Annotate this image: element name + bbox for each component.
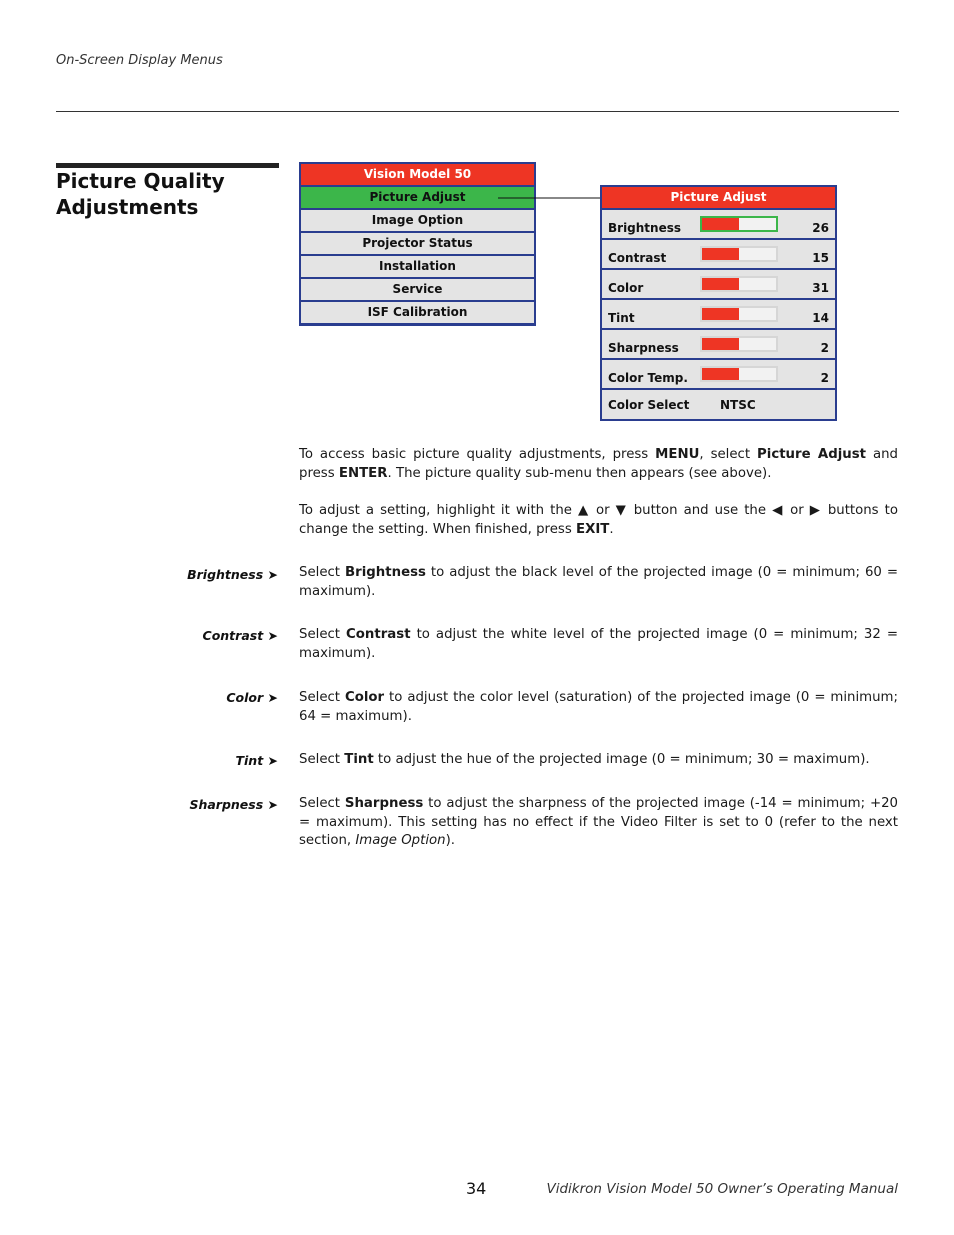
submenu-row-value: NTSC — [720, 398, 756, 412]
text-run: Select — [299, 627, 347, 642]
term: Color — [344, 690, 385, 705]
text-run: Select — [299, 565, 346, 580]
running-header: On-Screen Display Menus — [56, 53, 223, 68]
margin-label-sharpness: Sharpness ➤ — [189, 797, 278, 812]
submenu-row-value: 15 — [812, 251, 829, 265]
main-menu-title: Vision Model 50 — [301, 164, 534, 185]
key-exit: EXIT — [575, 521, 610, 537]
submenu-row-color-temp — [602, 360, 835, 388]
text-run: and press — [299, 447, 898, 481]
term: Contrast — [346, 627, 411, 642]
submenu-row-value: 14 — [812, 311, 829, 325]
level-fill — [702, 308, 739, 320]
text-run: . — [609, 521, 614, 537]
submenu-row-brightness — [602, 210, 835, 238]
submenu-row-label: Color — [608, 281, 644, 295]
level-fill — [702, 248, 739, 260]
text-run: To adjust a setting, highlight it with the ▲ or ▼ button and use the ◀ or ▶ buttons to change the setting. When finished, press — [299, 503, 898, 537]
howto-paragraph — [299, 502, 898, 539]
term: Brightness — [345, 565, 426, 580]
main-menu-item-projector-status: Projector Status — [301, 233, 534, 254]
main-menu-item-picture-adjust: Picture Adjust — [301, 187, 534, 208]
header-rule — [56, 111, 899, 112]
item-paragraph-contrast — [299, 626, 898, 663]
text-run: to adjust the black level of the projected image (0 = minimum; 60 = maximum). — [299, 565, 898, 599]
submenu-row-label: Sharpness — [608, 341, 679, 355]
section-ref-image-option: Image Option — [355, 833, 446, 848]
key-enter: ENTER — [338, 465, 388, 481]
text-run: Select — [299, 690, 345, 705]
text-run: to adjust the sharpness of the projected image (-14 = minimum; +20 = maximum). This setting has no effect if the Video Filter is set to 0 (refer to the next section, — [299, 796, 898, 848]
submenu-row-label: Tint — [608, 311, 635, 325]
level-fill — [702, 338, 739, 350]
manual-title: Vidikron Vision Model 50 Owner’s Operating Manual — [546, 1181, 898, 1197]
main-menu-item-isf-calibration: ISF Calibration — [301, 302, 534, 323]
level-bar — [700, 306, 778, 322]
menu-ref-picture-adjust: Picture Adjust — [757, 447, 867, 462]
level-bar — [700, 246, 778, 262]
page-number: 34 — [466, 1179, 487, 1198]
level-bar — [700, 336, 778, 352]
key-menu: MENU — [655, 447, 700, 462]
intro-paragraph — [299, 446, 898, 483]
submenu-row-value: 2 — [820, 341, 829, 355]
main-menu-figure — [299, 162, 536, 326]
margin-label-color: Color ➤ — [226, 690, 278, 705]
text-run: ). — [445, 833, 456, 848]
text-run: to adjust the color level (saturation) of the projected image (0 = minimum; 64 = maximum). — [299, 690, 898, 724]
item-paragraph-color — [299, 689, 898, 726]
level-bar — [700, 366, 778, 382]
item-paragraph-tint — [299, 751, 898, 770]
submenu-row-value: 31 — [812, 281, 829, 295]
term: Tint — [344, 752, 374, 767]
main-menu-item-image-option: Image Option — [301, 210, 534, 231]
main-menu-item-service: Service — [301, 279, 534, 300]
submenu-row-contrast — [602, 240, 835, 268]
margin-label-brightness: Brightness ➤ — [187, 567, 278, 582]
section-title: Picture Quality Adjustments — [56, 169, 225, 219]
level-bar — [700, 276, 778, 292]
submenu-row-label: Contrast — [608, 251, 667, 265]
submenu-row-label: Color Select — [608, 398, 690, 412]
text-run: Select — [299, 796, 345, 811]
submenu-row-value: 26 — [812, 221, 829, 235]
submenu-title: Picture Adjust — [602, 187, 835, 208]
submenu-row-label: Brightness — [608, 221, 682, 235]
text-run: Select — [299, 752, 345, 767]
level-fill — [702, 368, 739, 380]
text-run: . The picture quality sub-menu then appears (see above). — [387, 465, 772, 481]
picture-adjust-submenu — [600, 185, 837, 421]
submenu-row-color — [602, 270, 835, 298]
submenu-row-color-select — [602, 390, 835, 419]
level-fill — [702, 218, 739, 230]
main-menu-item-installation: Installation — [301, 256, 534, 277]
submenu-row-tint — [602, 300, 835, 328]
text-run: To access basic picture quality adjustments, press — [299, 447, 656, 462]
text-run: to adjust the white level of the projected image (0 = minimum; 32 = maximum). — [299, 627, 898, 661]
submenu-row-sharpness — [602, 330, 835, 358]
margin-label-tint: Tint ➤ — [235, 753, 278, 768]
level-bar — [700, 216, 778, 232]
item-paragraph-brightness — [299, 564, 898, 601]
margin-label-contrast: Contrast ➤ — [202, 628, 278, 643]
submenu-row-value: 2 — [820, 371, 829, 385]
text-run: , select — [699, 447, 758, 462]
text-run: to adjust the hue of the projected image (0 = minimum; 30 = maximum). — [373, 752, 870, 767]
submenu-row-label: Color Temp. — [608, 371, 688, 385]
item-paragraph-sharpness — [299, 795, 898, 851]
level-fill — [702, 278, 739, 290]
term: Sharpness — [344, 796, 424, 811]
